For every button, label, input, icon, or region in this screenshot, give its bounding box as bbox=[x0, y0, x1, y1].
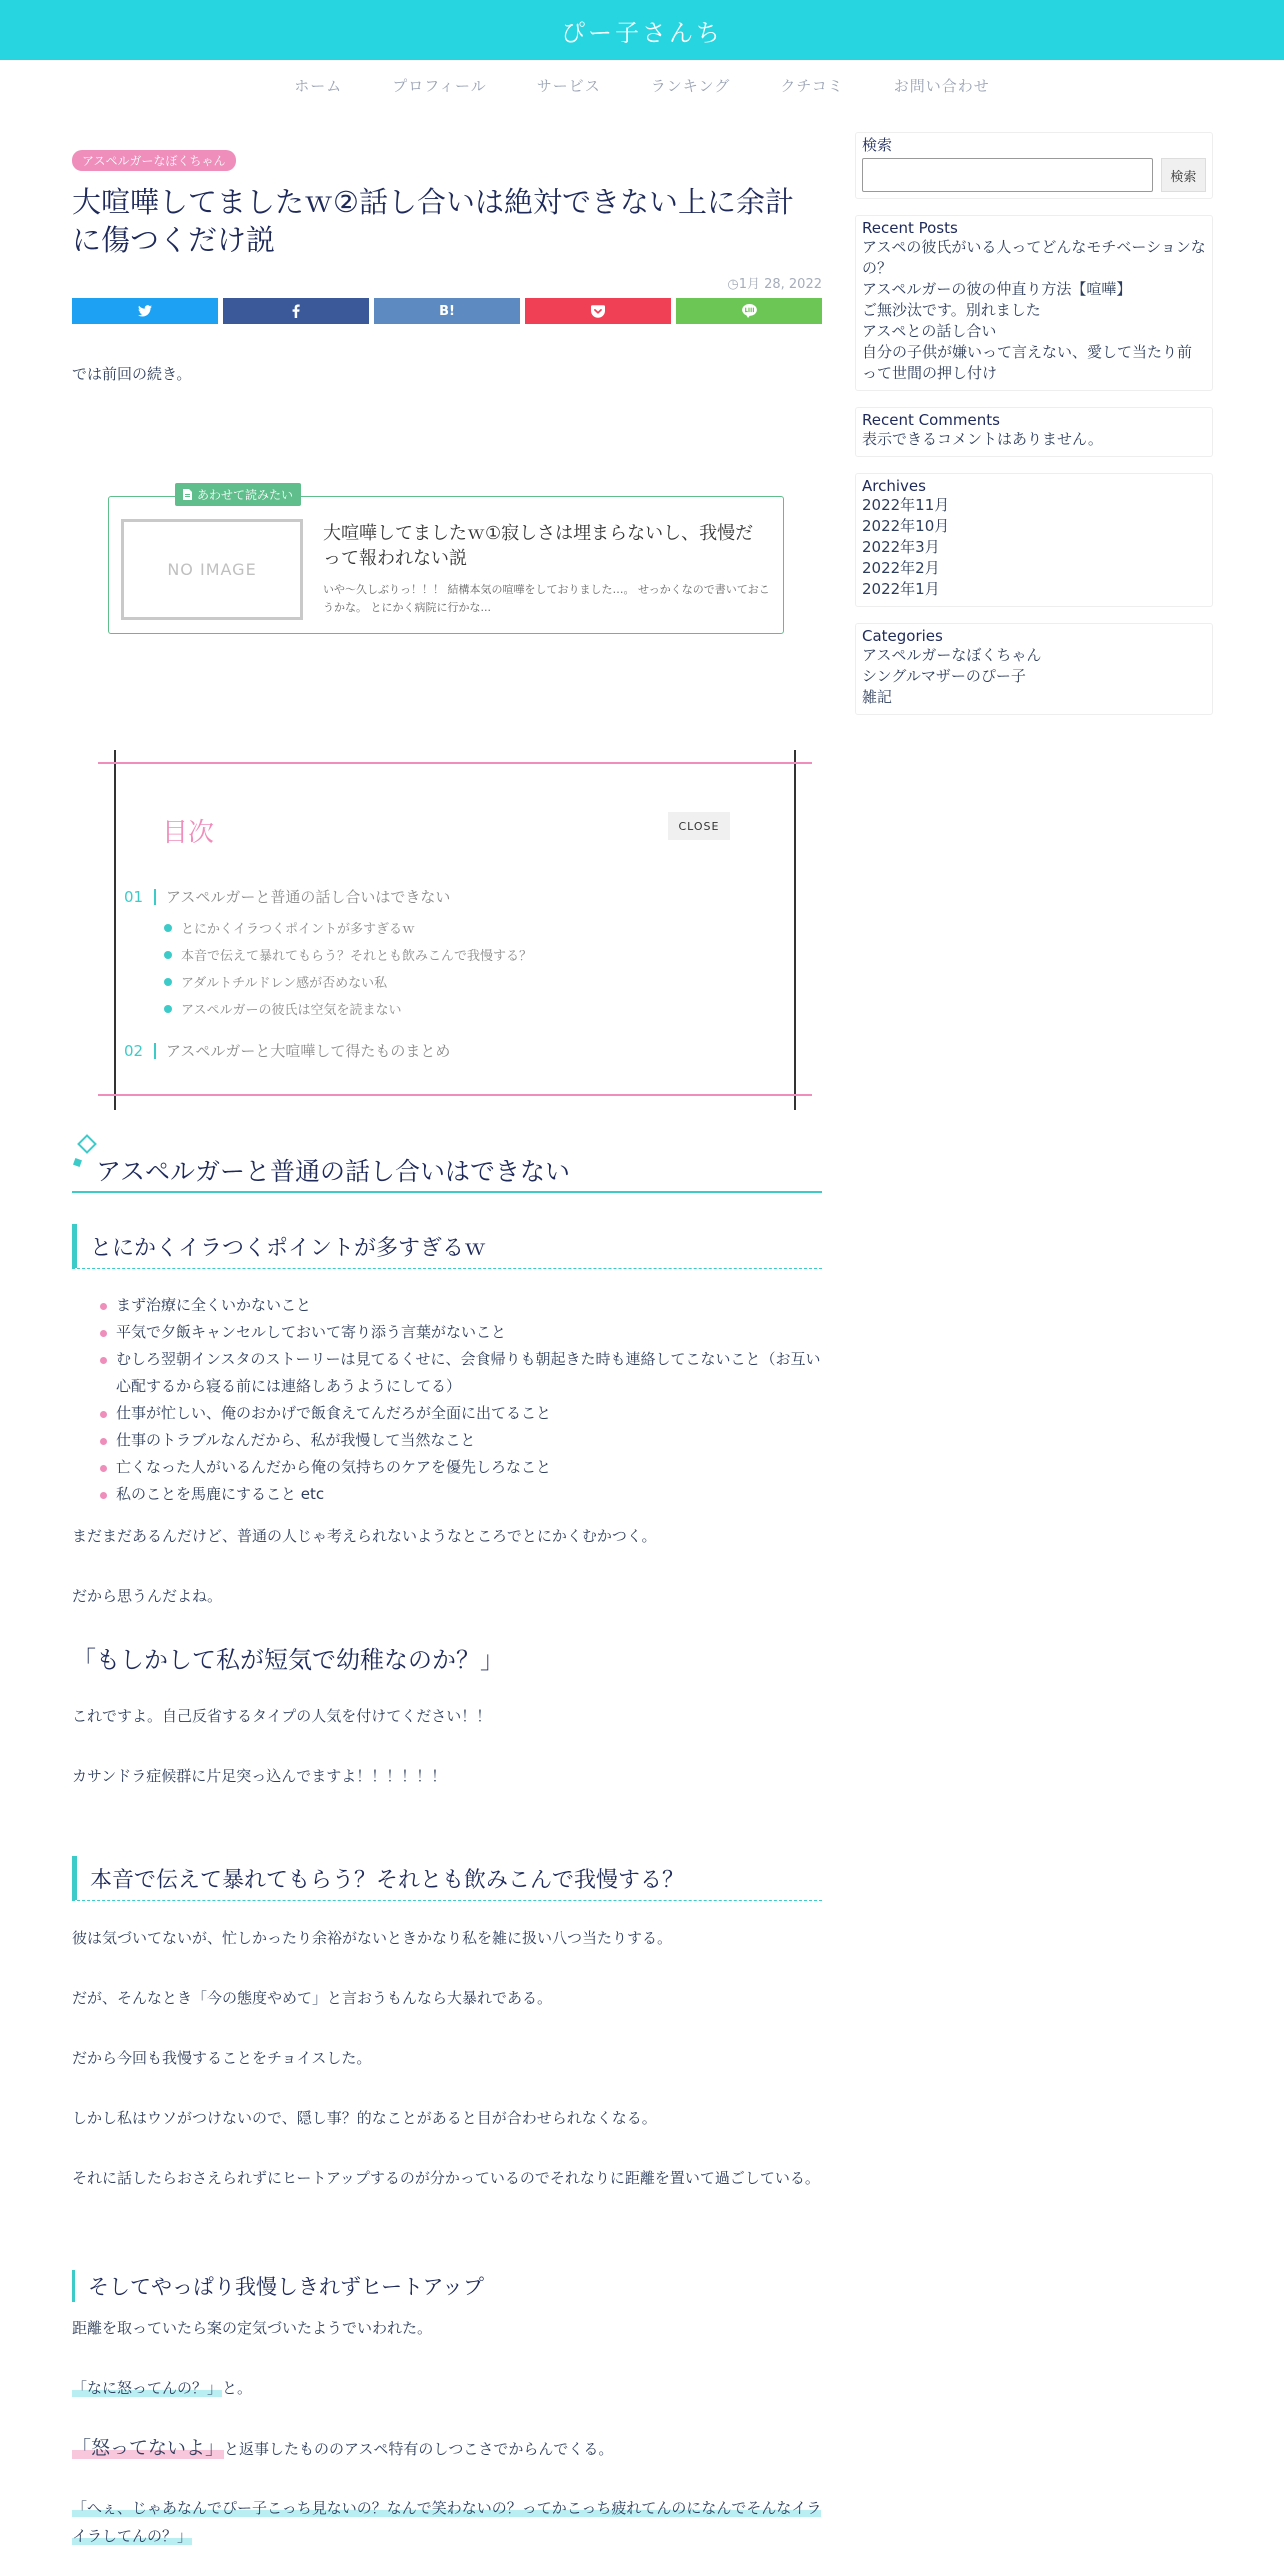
document-icon bbox=[183, 489, 192, 500]
toc-left-border bbox=[114, 750, 116, 1110]
twitter-icon bbox=[138, 305, 152, 317]
categories-widget bbox=[855, 623, 1213, 715]
toc-subitem[interactable] bbox=[164, 945, 532, 964]
dialogue-tail: と返事したもののアスペ特有のしつこさでからんでくる。 bbox=[224, 2440, 614, 2458]
section-heading-underline bbox=[72, 1191, 822, 1193]
widget-title: Recent Posts bbox=[862, 219, 958, 237]
category-link[interactable]: アスペルガーなぼくちゃん bbox=[862, 646, 1042, 664]
toc-bottom-line bbox=[98, 1094, 812, 1096]
toc-subitem-label: アスペルガーの彼氏は空気を読まない bbox=[181, 1003, 402, 1018]
post-date-text: 1月 28, 2022 bbox=[738, 277, 822, 292]
toc-item-number: 01 bbox=[124, 887, 144, 906]
dialogue-line bbox=[72, 2434, 822, 2463]
toc-bullet bbox=[164, 978, 172, 986]
related-excerpt: いや～久しぶりっ！！！ 結構本気の喧嘩をしておりました…。 せっかくなので書いておこうかな。 とにかく病院に行かな... bbox=[323, 583, 770, 614]
toc-subitem[interactable] bbox=[164, 918, 415, 937]
archive-link[interactable]: 2022年10月 bbox=[862, 517, 950, 535]
line-icon bbox=[742, 304, 757, 318]
related-label-text: あわせて読みたい bbox=[197, 488, 294, 502]
toc-bullet bbox=[164, 1005, 172, 1013]
recent-post-link[interactable]: ご無沙汰です。別れました bbox=[862, 301, 1041, 319]
site-title[interactable]: ぴー子さんち bbox=[561, 18, 723, 47]
list-item: 仕事が忙しい、俺のおかげで飯食えてんだろが全面に出てること bbox=[100, 1400, 822, 1427]
search-button[interactable]: 検索 bbox=[1161, 158, 1206, 192]
subsection-heading-underline bbox=[72, 1268, 822, 1269]
widget-title: Recent Comments bbox=[862, 411, 1000, 429]
toc-close-button[interactable]: CLOSE bbox=[668, 812, 730, 840]
toc-bullet bbox=[164, 924, 172, 932]
toc-item-number: 02 bbox=[124, 1041, 144, 1060]
paragraph: 距離を取っていたら案の定気づいたようでいわれた。 bbox=[72, 2319, 433, 2337]
toc-bar bbox=[154, 1043, 156, 1059]
dialogue-tail: と。 bbox=[222, 2379, 253, 2397]
subsection-heading: 本音で伝えて暴れてもらう？それとも飲みこんで我慢する？ bbox=[72, 1856, 822, 1900]
toc-subitem[interactable] bbox=[164, 999, 401, 1018]
toc-title: 目次 bbox=[162, 818, 215, 848]
archive-link[interactable]: 2022年3月 bbox=[862, 538, 940, 556]
global-nav bbox=[0, 60, 1284, 110]
paragraph: だから思うんだよね。 bbox=[72, 1587, 223, 1605]
paragraph: だが、そんなとき「今の態度やめて」と言おうもんなら大暴れである。 bbox=[72, 1989, 553, 2007]
site-header bbox=[0, 0, 1284, 60]
paragraph: しかし私はウソがつけないので、隠し事？的なことがあると目が合わせられなくなる。 bbox=[72, 2109, 657, 2127]
share-facebook-button[interactable] bbox=[223, 298, 369, 324]
search-widget bbox=[855, 132, 1213, 199]
category-badge[interactable]: アスペルガーなぼくちゃん bbox=[72, 150, 236, 171]
recent-post-link[interactable]: アスペルガーの彼の仲直り方法【喧嘩】 bbox=[862, 280, 1132, 298]
list-item: まず治療に全くいかないこと bbox=[100, 1292, 822, 1319]
hatena-icon: B! bbox=[439, 303, 455, 319]
dialogue-line bbox=[72, 2374, 822, 2402]
share-twitter-button[interactable] bbox=[72, 298, 218, 324]
toc-subitem-label: 本音で伝えて暴れてもらう？それとも飲みこんで我慢する？ bbox=[181, 949, 533, 964]
nav-item-home[interactable]: ホーム bbox=[294, 76, 343, 95]
toc-item-label: アスペルガーと大喧嘩して得たものまとめ bbox=[166, 1042, 451, 1060]
list-item: 仕事のトラブルなんだから、私が我慢して当然なこと bbox=[100, 1427, 822, 1454]
paragraph: まだまだあるんだけど、普通の人じゃ考えられないようなところでとにかくむかつく。 bbox=[72, 1527, 657, 1545]
facebook-icon bbox=[292, 304, 300, 318]
archive-link[interactable]: 2022年1月 bbox=[862, 580, 940, 598]
toc-right-border bbox=[794, 750, 796, 1110]
related-label bbox=[175, 483, 301, 506]
toc-subitem[interactable] bbox=[164, 972, 387, 991]
diamond-icon bbox=[77, 1134, 97, 1154]
share-buttons bbox=[72, 298, 822, 324]
recent-post-link[interactable]: アスペの彼氏がいる人ってどんなモチベーションなの？ bbox=[862, 238, 1206, 277]
recent-posts-widget bbox=[855, 215, 1213, 391]
section-heading: アスペルガーと普通の話し合いはできない bbox=[96, 1157, 571, 1186]
toc-subitem-label: とにかくイラつくポイントが多すぎるｗ bbox=[181, 922, 416, 937]
archives-widget bbox=[855, 473, 1213, 607]
list-item: 亡くなった人がいるんだから俺の気持ちのケアを優先しろなこと bbox=[100, 1454, 822, 1481]
toc-bar bbox=[154, 889, 156, 905]
paragraph: だから今回も我慢することをチョイスした。 bbox=[72, 2049, 372, 2067]
category-link[interactable]: シングルマザーのぴー子 bbox=[862, 667, 1026, 685]
recent-comments-widget bbox=[855, 407, 1213, 457]
nav-item-contact[interactable]: お問い合わせ bbox=[893, 76, 990, 95]
list-item: 平気で夕飯キャンセルしておいて寄り添う言葉がないこと bbox=[100, 1319, 822, 1346]
toc-top-line bbox=[98, 762, 812, 764]
paragraph: カサンドラ症候群に片足突っ込んでますよ！！！！！！ bbox=[72, 1767, 447, 1785]
intro-text: では前回の続き。 bbox=[72, 365, 192, 383]
post-title: 大喧嘩してましたｗ②話し合いは絶対できない上に余計に傷つくだけ説 bbox=[72, 185, 794, 257]
highlighted-quote: 「怒ってないよ」 bbox=[72, 2437, 225, 2459]
clock-icon: ◷ bbox=[727, 277, 739, 292]
archive-link[interactable]: 2022年11月 bbox=[862, 496, 950, 514]
toc-bullet bbox=[164, 951, 172, 959]
toc-item[interactable] bbox=[124, 1040, 450, 1061]
no-image-text: NO IMAGE bbox=[167, 560, 257, 579]
highlighted-quote: 「なに怒ってんの？」 bbox=[72, 2379, 223, 2397]
recent-post-link[interactable]: アスペとの話し合い bbox=[862, 322, 997, 340]
search-row bbox=[862, 158, 1206, 192]
paragraph: 彼は気づいてないが、忙しかったり余裕がないときかなり私を雑に扱い八つ当たりする。 bbox=[72, 1929, 673, 1947]
search-input[interactable] bbox=[862, 158, 1153, 192]
share-pocket-button[interactable] bbox=[525, 298, 671, 324]
related-card[interactable] bbox=[108, 488, 784, 634]
irritation-list bbox=[100, 1292, 822, 1508]
subsection-heading: とにかくイラつくポイントが多すぎるｗ bbox=[72, 1224, 822, 1268]
related-thumbnail[interactable] bbox=[121, 519, 303, 620]
nav-item-reviews[interactable]: クチコミ bbox=[780, 76, 844, 95]
list-item: むしろ翌朝インスタのストーリーは見てるくせに、会食帰りも朝起きた時も連絡してこないこと（お互い心配するから寝る前には連絡しあうようにしてる） bbox=[100, 1346, 822, 1400]
list-item: 私のことを馬鹿にすること etc bbox=[100, 1481, 822, 1508]
nav-item-ranking[interactable]: ランキング bbox=[650, 76, 731, 95]
archive-link[interactable]: 2022年2月 bbox=[862, 559, 940, 577]
toc-subitem-label: アダルトチルドレン感が否めない私 bbox=[181, 976, 388, 991]
pocket-icon bbox=[591, 305, 605, 318]
widget-title: Categories bbox=[862, 627, 943, 645]
share-line-button[interactable] bbox=[676, 298, 822, 324]
highlighted-quote: 「へぇ、じゃあなんでぴー子こっち見ないの？なんで笑わないの？ってかこっち疲れてんのになんでそんなイライラしてんの？」 bbox=[72, 2499, 822, 2545]
category-link[interactable]: 雑記 bbox=[862, 688, 893, 706]
main-content bbox=[72, 150, 822, 2545]
dialogue-line bbox=[72, 2494, 822, 2550]
toc-item[interactable] bbox=[124, 886, 450, 907]
related-title[interactable]: 大喧嘩してましたｗ①寂しさは埋まらないし、我慢だって報われない説 bbox=[323, 523, 754, 569]
sidebar bbox=[855, 132, 1213, 731]
nav-item-service[interactable]: サービス bbox=[536, 76, 601, 95]
minor-heading: そしてやっぱり我慢しきれずヒートアップ bbox=[72, 2270, 484, 2302]
nav-item-profile[interactable]: プロフィール bbox=[392, 76, 487, 95]
subsection-heading-underline bbox=[72, 1900, 822, 1901]
emphasis-quote: 「もしかして私が短気で幼稚なのか？」 bbox=[72, 1646, 504, 1674]
share-hatena-button[interactable] bbox=[374, 298, 520, 324]
widget-title: 検索 bbox=[862, 136, 893, 154]
table-of-contents bbox=[114, 750, 796, 1105]
toc-item-label: アスペルガーと普通の話し合いはできない bbox=[166, 888, 451, 906]
post-date bbox=[72, 273, 822, 292]
no-comments-text: 表示できるコメントはありません。 bbox=[862, 430, 1103, 448]
paragraph: それに話したらおさえられずにヒートアップするのが分かっているのでそれなりに距離を置いて過ごしている。 bbox=[72, 2169, 820, 2187]
widget-title: Archives bbox=[862, 477, 926, 495]
recent-post-link[interactable]: 自分の子供が嫌いって言えない、愛して当たり前って世間の押し付け bbox=[862, 343, 1193, 382]
paragraph: これですよ。自己反省するタイプの人気を付けてください！！ bbox=[72, 1707, 492, 1725]
